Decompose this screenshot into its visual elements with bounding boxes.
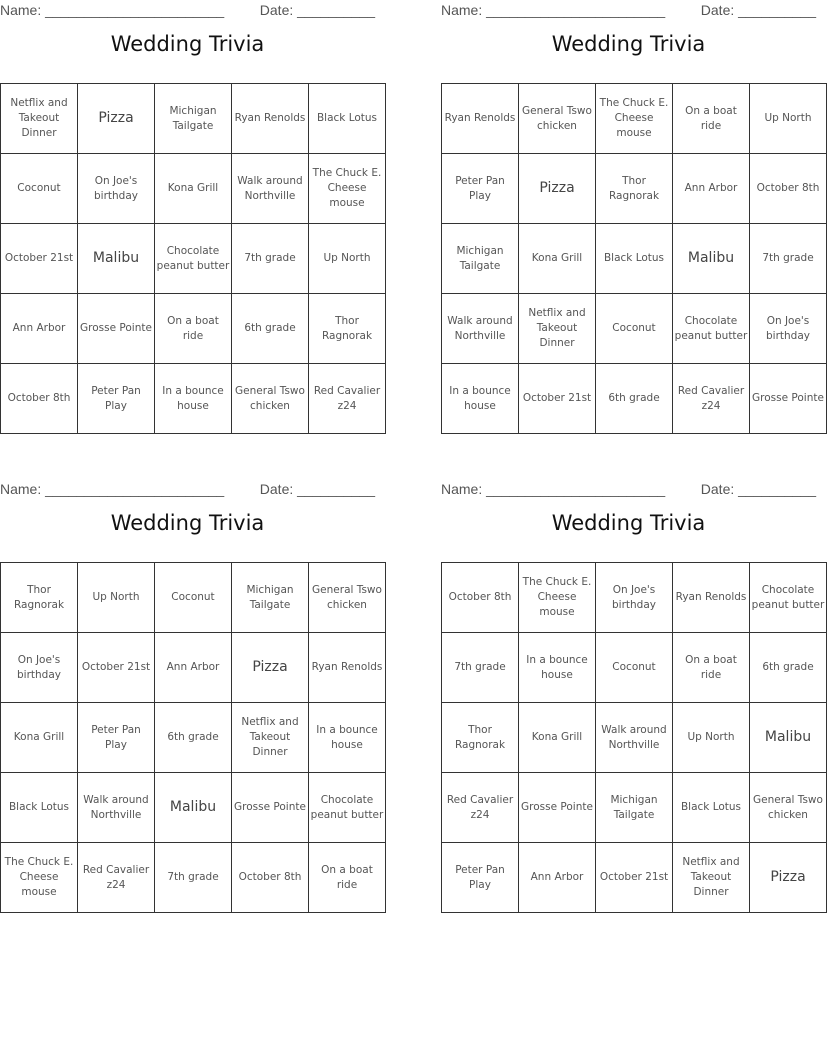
grid-row (442, 364, 827, 434)
card-header (0, 0, 375, 22)
grid-cell: Malibu (750, 703, 827, 773)
grid-row (442, 843, 827, 913)
bingo-card-4 (441, 479, 825, 913)
bingo-card-2 (441, 0, 824, 434)
grid-cell: Malibu (155, 773, 232, 843)
name-field-label: Name: _______________________ (0, 2, 225, 18)
grid-cell: In a bounce house (519, 633, 596, 703)
grid-cell: Grosse Pointe (78, 294, 155, 364)
grid-cell: General Tswo chicken (519, 84, 596, 154)
grid-cell: October 8th (442, 563, 519, 633)
grid-cell: Kona Grill (519, 703, 596, 773)
card-header (441, 479, 816, 501)
grid-cell: Michigan Tailgate (596, 773, 673, 843)
grid-row (442, 703, 827, 773)
grid-row (1, 773, 386, 843)
grid-cell: Black Lotus (1, 773, 78, 843)
grid-cell: Ryan Renolds (442, 84, 519, 154)
grid-cell: Pizza (232, 633, 309, 703)
grid-row (1, 843, 386, 913)
bingo-grid (0, 83, 386, 434)
grid-row (442, 633, 827, 703)
grid-cell: On Joe's birthday (596, 563, 673, 633)
grid-cell: Michigan Tailgate (155, 84, 232, 154)
grid-cell: Thor Ragnorak (596, 154, 673, 224)
grid-cell: Chocolate peanut butter (750, 563, 827, 633)
grid-cell: Malibu (673, 224, 750, 294)
grid-cell: Pizza (78, 84, 155, 154)
grid-cell: October 21st (78, 633, 155, 703)
grid-cell: Peter Pan Play (78, 703, 155, 773)
date-field-label: Date: __________ (700, 481, 816, 497)
grid-cell: Up North (78, 563, 155, 633)
grid-cell: Pizza (750, 843, 827, 913)
grid-cell: The Chuck E. Cheese mouse (596, 84, 673, 154)
grid-cell: 6th grade (232, 294, 309, 364)
grid-cell: General Tswo chicken (232, 364, 309, 434)
grid-cell: Walk around Northville (232, 154, 309, 224)
card-title: Wedding Trivia (551, 511, 706, 535)
grid-cell: Grosse Pointe (519, 773, 596, 843)
grid-cell: The Chuck E. Cheese mouse (519, 563, 596, 633)
grid-cell: Black Lotus (309, 84, 386, 154)
bingo-grid (441, 562, 827, 913)
card-header (441, 0, 816, 22)
grid-cell: Walk around Northville (596, 703, 673, 773)
grid-cell: Red Cavalier z24 (309, 364, 386, 434)
card-title: Wedding Trivia (551, 32, 706, 56)
date-field-label: Date: __________ (259, 481, 375, 497)
grid-cell: Ann Arbor (673, 154, 750, 224)
grid-cell: The Chuck E. Cheese mouse (309, 154, 386, 224)
grid-cell: Grosse Pointe (232, 773, 309, 843)
grid-cell: Kona Grill (519, 224, 596, 294)
grid-cell: On a boat ride (673, 633, 750, 703)
grid-cell: Coconut (1, 154, 78, 224)
grid-cell: In a bounce house (442, 364, 519, 434)
grid-cell: October 21st (519, 364, 596, 434)
grid-cell: Thor Ragnorak (442, 703, 519, 773)
bingo-grid (0, 562, 386, 913)
grid-cell: 6th grade (155, 703, 232, 773)
grid-cell: In a bounce house (155, 364, 232, 434)
grid-row (442, 563, 827, 633)
grid-row (1, 703, 386, 773)
grid-cell: Up North (750, 84, 827, 154)
grid-row (1, 154, 386, 224)
grid-cell: October 8th (750, 154, 827, 224)
grid-cell: Netflix and Takeout Dinner (673, 843, 750, 913)
grid-cell: 7th grade (155, 843, 232, 913)
grid-cell: Ann Arbor (519, 843, 596, 913)
grid-row (442, 294, 827, 364)
grid-cell: Netflix and Takeout Dinner (519, 294, 596, 364)
grid-row (1, 84, 386, 154)
grid-cell: 7th grade (232, 224, 309, 294)
grid-cell: Netflix and Takeout Dinner (1, 84, 78, 154)
grid-cell: Coconut (596, 294, 673, 364)
grid-row (442, 224, 827, 294)
date-field-label: Date: __________ (259, 2, 375, 18)
grid-cell: General Tswo chicken (750, 773, 827, 843)
grid-cell: In a bounce house (309, 703, 386, 773)
grid-cell: 6th grade (750, 633, 827, 703)
card-header (0, 479, 375, 501)
grid-cell: Walk around Northville (442, 294, 519, 364)
bingo-card-1 (0, 0, 382, 434)
grid-cell: 6th grade (596, 364, 673, 434)
grid-cell: Chocolate peanut butter (155, 224, 232, 294)
bingo-card-3 (0, 479, 384, 913)
grid-cell: Netflix and Takeout Dinner (232, 703, 309, 773)
grid-cell: On Joe's birthday (1, 633, 78, 703)
grid-cell: The Chuck E. Cheese mouse (1, 843, 78, 913)
grid-cell: Peter Pan Play (442, 154, 519, 224)
grid-row (442, 84, 827, 154)
grid-cell: Walk around Northville (78, 773, 155, 843)
grid-cell: October 8th (1, 364, 78, 434)
card-title: Wedding Trivia (110, 32, 265, 56)
name-field-label: Name: _______________________ (0, 481, 225, 497)
grid-cell: Black Lotus (673, 773, 750, 843)
grid-cell: Up North (673, 703, 750, 773)
grid-cell: Ann Arbor (155, 633, 232, 703)
grid-cell: Red Cavalier z24 (442, 773, 519, 843)
grid-cell: Ryan Renolds (673, 563, 750, 633)
name-field-label: Name: _______________________ (441, 481, 666, 497)
grid-cell: Up North (309, 224, 386, 294)
name-field-label: Name: _______________________ (441, 2, 666, 18)
grid-cell: Black Lotus (596, 224, 673, 294)
grid-cell: Coconut (596, 633, 673, 703)
grid-cell: On a boat ride (673, 84, 750, 154)
grid-cell: Ryan Renolds (309, 633, 386, 703)
grid-cell: Michigan Tailgate (232, 563, 309, 633)
grid-cell: Kona Grill (155, 154, 232, 224)
grid-cell: Pizza (519, 154, 596, 224)
grid-cell: On Joe's birthday (78, 154, 155, 224)
grid-cell: October 8th (232, 843, 309, 913)
grid-cell: Kona Grill (1, 703, 78, 773)
grid-row (1, 224, 386, 294)
grid-cell: Peter Pan Play (78, 364, 155, 434)
grid-cell: October 21st (1, 224, 78, 294)
grid-cell: 7th grade (442, 633, 519, 703)
grid-cell: October 21st (596, 843, 673, 913)
date-field-label: Date: __________ (700, 2, 816, 18)
grid-cell: Red Cavalier z24 (78, 843, 155, 913)
grid-cell: 7th grade (750, 224, 827, 294)
grid-row (442, 773, 827, 843)
grid-cell: On a boat ride (155, 294, 232, 364)
grid-cell: Michigan Tailgate (442, 224, 519, 294)
grid-cell: Thor Ragnorak (1, 563, 78, 633)
grid-row (1, 294, 386, 364)
grid-cell: Grosse Pointe (750, 364, 827, 434)
grid-cell: Thor Ragnorak (309, 294, 386, 364)
grid-cell: Coconut (155, 563, 232, 633)
grid-row (1, 563, 386, 633)
grid-row (1, 364, 386, 434)
grid-row (442, 154, 827, 224)
bingo-grid (441, 83, 827, 434)
grid-cell: On Joe's birthday (750, 294, 827, 364)
card-title: Wedding Trivia (110, 511, 265, 535)
grid-cell: Chocolate peanut butter (673, 294, 750, 364)
grid-cell: Ann Arbor (1, 294, 78, 364)
grid-cell: Peter Pan Play (442, 843, 519, 913)
grid-cell: General Tswo chicken (309, 563, 386, 633)
grid-row (1, 633, 386, 703)
grid-cell: Chocolate peanut butter (309, 773, 386, 843)
grid-cell: Red Cavalier z24 (673, 364, 750, 434)
grid-cell: On a boat ride (309, 843, 386, 913)
grid-cell: Malibu (78, 224, 155, 294)
grid-cell: Ryan Renolds (232, 84, 309, 154)
